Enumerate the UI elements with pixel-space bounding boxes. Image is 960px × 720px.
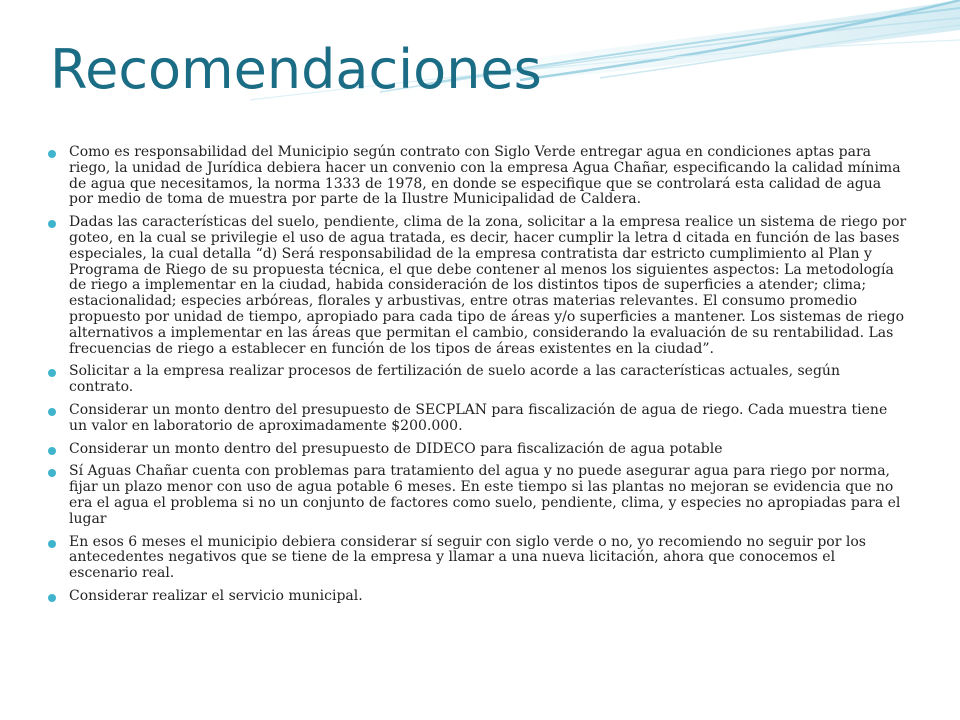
slide-title: Recomendaciones [50, 38, 542, 101]
list-item: Sí Aguas Chañar cuenta con problemas para tratamiento del agua y no puede asegurar agua para riego por norma, fijar un plazo menor con uso de agua potable 6 meses. En este tiempo si las plantas no mejoran se evidencia que no era el agua el problema si no un conjunto de factores como suelo, pendiente, clima, y especies no apropiadas para el lugar [48, 464, 908, 527]
list-item: Dadas las características del suelo, pendiente, clima de la zona, solicitar a la empresa realice un sistema de riego por goteo, en la cual se privilegie el uso de agua tratada, es decir, hacer cumplir la letra d citada en función de las bases especiales, la cual detalla “d) Será responsabilidad de la empresa contratista dar estricto cumplimiento al Plan y Programa de Riego de su propuesta técnica, el que debe contener al menos los siguientes aspectos: La metodología de riego a implementar en la ciudad, habida consideración de los distintos tipos de superficies a atender; clima; estacionalidad; especies arbóreas, florales y arbustivas, entre otras materias relevantes. El consumo promedio propuesto por unidad de tiempo, apropiado para cada tipo de áreas y/o superficies a mantener. Los sistemas de riego alternativos a implementar en las áreas que permitan el cambio, considerando la evaluación de su rentabilidad. Las frecuencias de riego a establecer en función de los tipos de áreas existentes en la ciudad”. [48, 215, 908, 357]
bullet-dot-icon [48, 220, 56, 228]
recommendation-list [48, 145, 908, 612]
list-item: Considerar un monto dentro del presupuesto de SECPLAN para fiscalización de agua de riego. Cada muestra tiene un valor en laboratorio de aproximadamente $200.000. [48, 403, 908, 435]
list-item: Considerar realizar el servicio municipal. [48, 589, 908, 605]
bullet-dot-icon [48, 369, 56, 377]
list-item: Solicitar a la empresa realizar procesos de fertilización de suelo acorde a las características actuales, según contrato. [48, 364, 908, 396]
bullet-dot-icon [48, 540, 56, 548]
list-item: Considerar un monto dentro del presupuesto de DIDECO para fiscalización de agua potable [48, 442, 908, 458]
bullet-dot-icon [48, 469, 56, 477]
list-item: Como es responsabilidad del Municipio según contrato con Siglo Verde entregar agua en condiciones aptas para riego, la unidad de Jurídica debiera hacer un convenio con la empresa Agua Chañar, especificando la calidad mínima de agua que necesitamos, la norma 1333 de 1978, en donde se especifique que se controlará esta calidad de agua por medio de toma de muestra por parte de la Ilustre Municipalidad de Caldera. [48, 145, 908, 208]
bullet-dot-icon [48, 150, 56, 158]
list-item: En esos 6 meses el municipio debiera considerar sí seguir con siglo verde o no, yo recomiendo no seguir por los antecedentes negativos que se tiene de la empresa y llamar a una nueva licitación, ahora que conocemos el escenario real. [48, 535, 908, 582]
bullet-dot-icon [48, 594, 56, 602]
bullet-dot-icon [48, 408, 56, 416]
bullet-dot-icon [48, 447, 56, 455]
